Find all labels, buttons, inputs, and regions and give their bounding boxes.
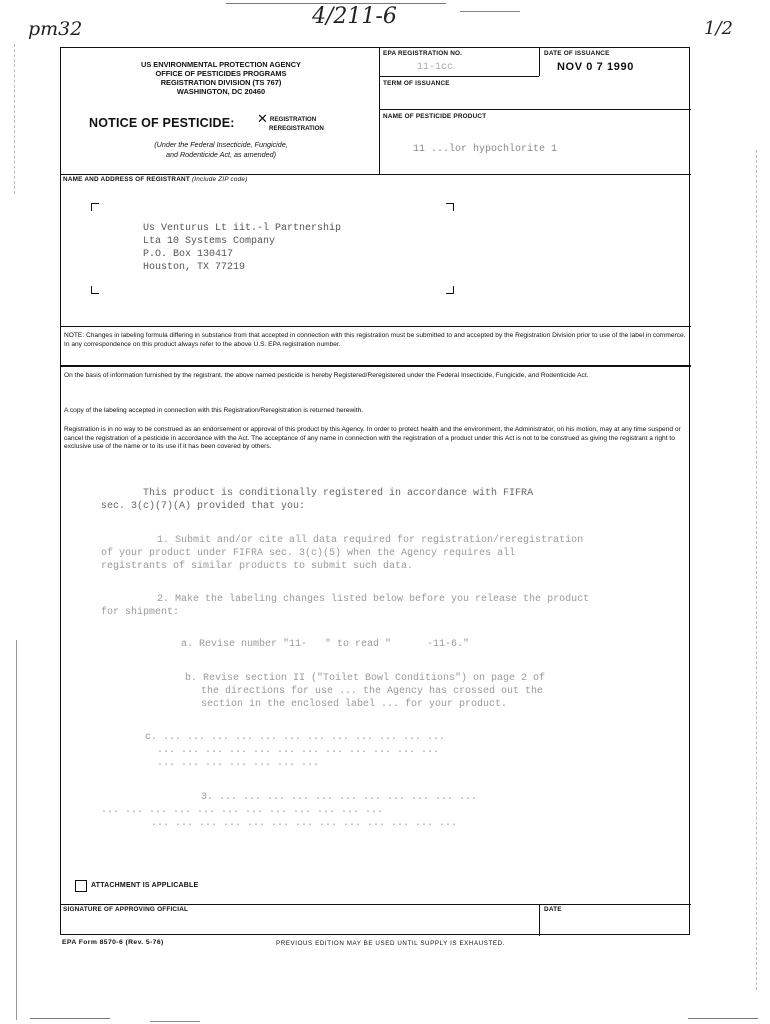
address-window-corner-tr <box>446 203 454 211</box>
typed-condition-line: 2. Make the labeling changes listed below before you release the product <box>157 594 590 605</box>
check-registration-label: REGISTRATION <box>269 116 317 123</box>
attachment-checkbox[interactable] <box>75 880 87 892</box>
typed-condition-line: ... ... ... ... ... ... ... ... ... ... ... ... <box>101 805 384 816</box>
scan-left-margin-mark <box>16 640 17 1020</box>
signature-date-label: DATE <box>544 906 562 913</box>
typed-condition-line: registrants of similar products to submit such data. <box>101 561 414 572</box>
registration-type-checks <box>257 111 324 133</box>
notice-title: NOTICE OF PESTICIDE: <box>89 116 235 130</box>
typed-condition-line: 1. Submit and/or cite all data required for registration/reregistration <box>157 535 584 546</box>
check-reregistration-label: REREGISTRATION <box>269 125 324 132</box>
registrant-address <box>143 222 341 274</box>
date-issuance-stamp: NOV 0 7 1990 <box>557 61 634 73</box>
attachment-label: ATTACHMENT IS APPLICABLE <box>91 882 199 889</box>
scan-bottom-rule <box>30 1018 110 1019</box>
handwritten-reference-number: 4/211-6 <box>312 4 397 29</box>
signature-rule <box>61 904 691 905</box>
typed-condition-line: This product is conditionally registered in accordance with FIFRA <box>143 488 534 499</box>
agency-line: OFFICE OF PESTICIDES PROGRAMS <box>155 69 287 78</box>
header-divider-vertical <box>379 48 380 174</box>
typed-condition-line: of your product under FIFRA sec. 3(c)(5) when the Agency requires all <box>101 548 516 559</box>
registrant-address-line: P.O. Box 130417 <box>143 249 234 260</box>
body-paragraph-registration: On the basis of information furnished by the registrant, the above named pesticide is hereby Registered/Reregistered under the Federal Insecticide, Fungicide, and Rodenticide Act. <box>64 372 589 379</box>
scan-left-margin-mark <box>14 44 15 194</box>
scan-top-rule <box>226 3 446 4</box>
agency-line: US ENVIRONMENTAL PROTECTION AGENCY <box>140 60 301 69</box>
statute-line: and Rodenticide Act, as amended) <box>165 150 276 159</box>
registrant-label-note: (Include ZIP code) <box>191 176 248 183</box>
typed-condition-line: a. Revise number "11- " to read " -11-6." <box>181 639 470 650</box>
address-window-corner-br <box>446 286 454 294</box>
body-rule <box>61 365 691 367</box>
handwritten-file-code: pm32 <box>28 18 83 40</box>
form-number: EPA Form 8570-6 (Rev. 5-76) <box>62 939 164 946</box>
agency-line: REGISTRATION DIVISION (TS 767) <box>160 78 282 87</box>
labeling-note: NOTE: Changes in labeling formula differing in substance from that accepted in connection with this registration must be submitted to and accepted by the Registration Division prior to use of the label in commerce. In any correspondence on this product always refer to the above U.S. EPA registration number. <box>64 332 686 348</box>
x-mark-icon: ✕ <box>257 111 268 126</box>
signature-label: SIGNATURE OF APPROVING OFFICIAL <box>63 906 189 913</box>
registrant-label-text: NAME AND ADDRESS OF REGISTRANT <box>63 176 190 183</box>
scan-bottom-rule <box>150 1021 200 1022</box>
registrant-address-line: Lta 10 Systems Company <box>143 236 276 247</box>
registrant-address-line: Houston, TX 77219 <box>143 262 246 273</box>
scan-right-margin-mark <box>756 150 757 990</box>
term-issuance-label: TERM OF ISSUANCE <box>383 80 450 87</box>
registrant-address-line: Us Venturus Lt iit.-l Partnership <box>143 223 342 234</box>
typed-condition-line: ... ... ... ... ... ... ... <box>157 758 320 769</box>
typed-condition-line: section in the enclosed label ... for your product. <box>201 699 508 710</box>
handwritten-page-mark: 1/2 <box>704 18 733 39</box>
product-name-label: NAME OF PESTICIDE PRODUCT <box>383 113 487 120</box>
typed-condition-line: for shipment: <box>101 607 180 618</box>
typed-condition-line: ... ... ... ... ... ... ... ... ... ... ... ... <box>157 745 440 756</box>
typed-condition-line: b. Revise section II ("Toilet Bowl Conditions") on page 2 of <box>185 673 546 684</box>
edition-notice: PREVIOUS EDITION MAY BE USED UNTIL SUPPLY IS EXHAUSTED. <box>276 940 505 947</box>
pesticide-notice-form <box>60 47 690 935</box>
typed-condition-line: the directions for use ... the Agency has crossed out the <box>201 686 544 697</box>
term-rule <box>379 76 539 77</box>
statute-line: (Under the Federal Insecticide, Fungicide, <box>154 140 288 149</box>
typed-condition-line: ... ... ... ... ... ... ... ... ... ... ... ... ... <box>151 818 458 829</box>
body-paragraph-labeling-copy: A copy of the labeling accepted in connection with this Registration/Reregistration is returned herewith. <box>64 407 364 414</box>
registrant-rule <box>61 174 691 175</box>
scan-bottom-rule <box>688 1018 758 1019</box>
check-registration <box>257 111 324 126</box>
statute-note <box>81 140 361 160</box>
product-name-value: 11 ...lor hypochlorite 1 <box>413 144 558 155</box>
registrant-label <box>63 176 248 183</box>
note-rule <box>61 326 691 327</box>
date-issuance-label: DATE OF ISSUANCE <box>544 50 610 57</box>
scan-top-rule-right <box>460 11 520 12</box>
epa-registration-label: EPA REGISTRATION NO. <box>383 50 463 57</box>
typed-condition-line: sec. 3(c)(7)(A) provided that you: <box>101 501 306 512</box>
date-divider-vertical <box>539 48 540 76</box>
agency-header <box>81 60 361 96</box>
typed-condition-line: 3. ... ... ... ... ... ... ... ... ... ... ... <box>201 792 478 803</box>
typed-condition-line: c. ... ... ... ... ... ... ... ... ... ... ... ... <box>145 732 446 743</box>
signature-date-divider <box>539 904 540 936</box>
agency-line: WASHINGTON, DC 20460 <box>176 87 266 96</box>
epa-registration-value: 11-1cc <box>417 62 454 73</box>
product-rule <box>379 109 691 110</box>
address-window-corner-tl <box>91 203 99 211</box>
body-paragraph-disclaimer: Registration is in no way to be construed as an endorsement or approval of this product by this Agency. In order to protect health and the environment, the Administrator, on his motion, may at any time suspend or cancel the registration of a pesticide in accordance with the Act. The acceptance of any name in connection with the registration of a product under this Act is not to be construed as giving the registrant a right to exclusive use of the name or to its use if it has been covered by others. <box>64 426 681 451</box>
address-window-corner-bl <box>91 286 99 294</box>
